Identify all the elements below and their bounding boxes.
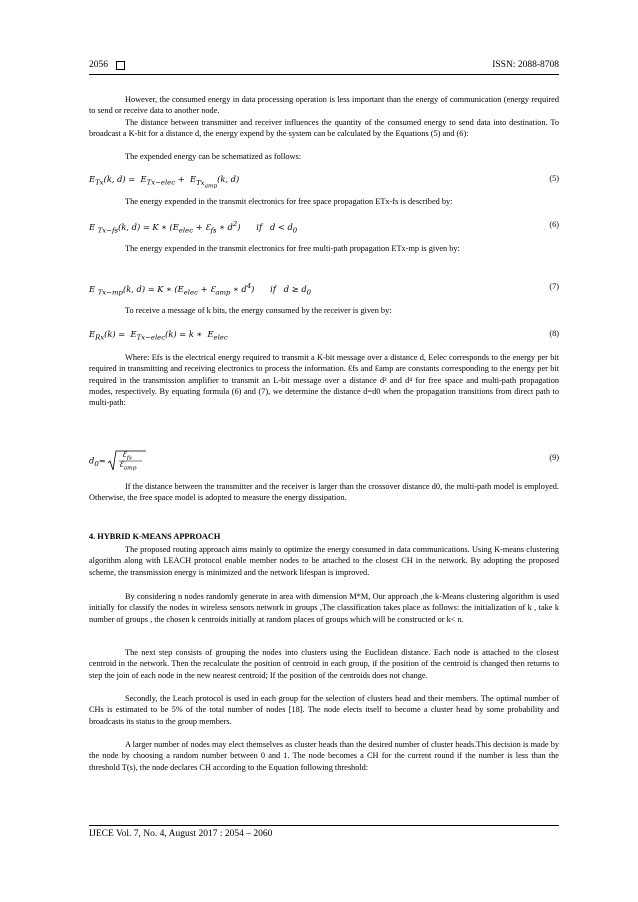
equation-body: $d_0=$ $Ɛ_{fs}$ $Ɛ_{amp}$ [89, 450, 146, 472]
equation-6 [89, 220, 559, 235]
paragraph: The distance between transmitter and receiver influences the quantity of the consumed energy to send data into destination. To broadcast a K-bit for a distance d, the energy expend by the system can be calculated by the Equations (5) and (6): [89, 118, 559, 139]
paragraph: The energy expended in the transmit electronics for free space propagation ETx-fs is described by: [125, 197, 453, 206]
section-heading: 4. HYBRID K-MEANS APPROACH [89, 532, 221, 541]
equation-number: (7) [549, 282, 559, 291]
paragraph: If the distance between the transmitter and the receiver is larger than the crossover distance d0, the multi-path model is employed. Otherwise, the free space model is adopted to measure the energy dissipation. [89, 482, 559, 503]
equation-number: (8) [549, 329, 559, 338]
equation-body: $E_{Rx}(k) = E_{Tx-elec}(k) = k$ ∗ $E_{elec}$ [89, 329, 228, 342]
page-header [89, 60, 559, 75]
sqrt-fraction: $Ɛ_{fs}$ $Ɛ_{amp}$ [108, 450, 146, 472]
equation-9 [89, 448, 559, 472]
equation-number: (5) [549, 174, 559, 183]
paragraph: Secondly, the Leach protocol is used in each group for the selection of clusters head and their members. The optimal number of CHs is estimated to be 5% of the total number of nodes [18]. The node elects itself to become a cluster head by some probability and broadcasts its status to the group members. [89, 694, 559, 726]
equation-number: (6) [549, 220, 559, 229]
equation-8 [89, 329, 559, 341]
equation-number: (9) [549, 453, 559, 462]
issn-label: ISSN: 2088-8708 [492, 60, 559, 70]
paragraph: By considering n nodes randomly generate in area with dimension M*M, Our approach ,the k-Means clustering algorithm is used initially for classify the nodes in wireless sensors network in groups ,The classification takes place as follows: the initialization of k , take k number of groups , the chosen k centroids initially at random places of groups which will be constructed or k< n. [89, 592, 559, 624]
paragraph: The proposed routing approach aims mainly to optimize the energy consumed in data communications. Using K-means clustering algorithm along with LEACH protocol enable member nodes to be attached to the closest CH in the network. By adopting the proposed scheme, the transmission energy is minimized and the network lifespan is improved. [89, 545, 559, 577]
paragraph: To receive a message of k bits, the energy consumed by the receiver is given by: [125, 306, 392, 315]
header-square-icon [116, 61, 125, 70]
paragraph: The energy expended in the transmit electronics for free multi-path propagation ETx-mp is given by: [125, 244, 460, 253]
equation-5 [89, 174, 559, 190]
equation-body: $E_{Tx}(k$, $d) = E_{Tx-elec} + E_{Tx_{amp}}(k$, d) [89, 174, 240, 190]
equation-body: E $_{Tx-mp}$(k, d) = K ∗ ($E_{elec}$ + $Ɛ_{amp}$ ∗ $d^4$) if $d \ge d_0$ [89, 282, 312, 297]
paragraph: The expended energy can be schematized as follows: [125, 152, 302, 161]
page-footer: IJECE Vol. 7, No. 4, August 2017 : 2054 – 2060 [89, 825, 559, 839]
paragraph: Where: Efs is the electrical energy required to transmit a K-bit message over a distance d, Eelec corresponds to the energy per bit required in transmitting and receiving electronics to process the information. Ɛfs and Ɛamp are constants corresponding to the energy per bit required in the transmission amplifier to transmit an L-bit message over a distance d² and d⁴ for free space and multi-path propagation modes, respectively. By equating formula (6) and (7), we determine the distance d=d0 when the propagation transitions from direct path to multi-path: [89, 353, 559, 408]
paragraph: A larger number of nodes may elect themselves as cluster heads than the desired number of cluster heads.This decision is made by the node by choosing a random number between 0 and 1. The node becomes a CH for the current round if the number is less than the threshold T(s), the node declares CH according to the Equation following threshold: [89, 740, 559, 772]
paragraph: However, the consumed energy in data processing operation is less important than the energy of communication (energy required to send or receive data to another node. [89, 95, 559, 116]
equation-body: E $_{Tx-fs}$(k, d) = K ∗ ($E_{elec}$ + $Ɛ_{fs}$ ∗ $d^2$) if $d < d_0$ [89, 220, 298, 235]
page-number: 2056 [89, 60, 108, 70]
equation-7 [89, 282, 559, 297]
paragraph: The next step consists of grouping the nodes into clusters using the Euclidean distance. Each node is attached to the closest centroid in the network. Then the recalculate the position of centroid in each group, if the position of the centroid is changed then returns to step the join of each node in the new nearest centroid; If the position of the centroids does not change. [89, 648, 559, 680]
